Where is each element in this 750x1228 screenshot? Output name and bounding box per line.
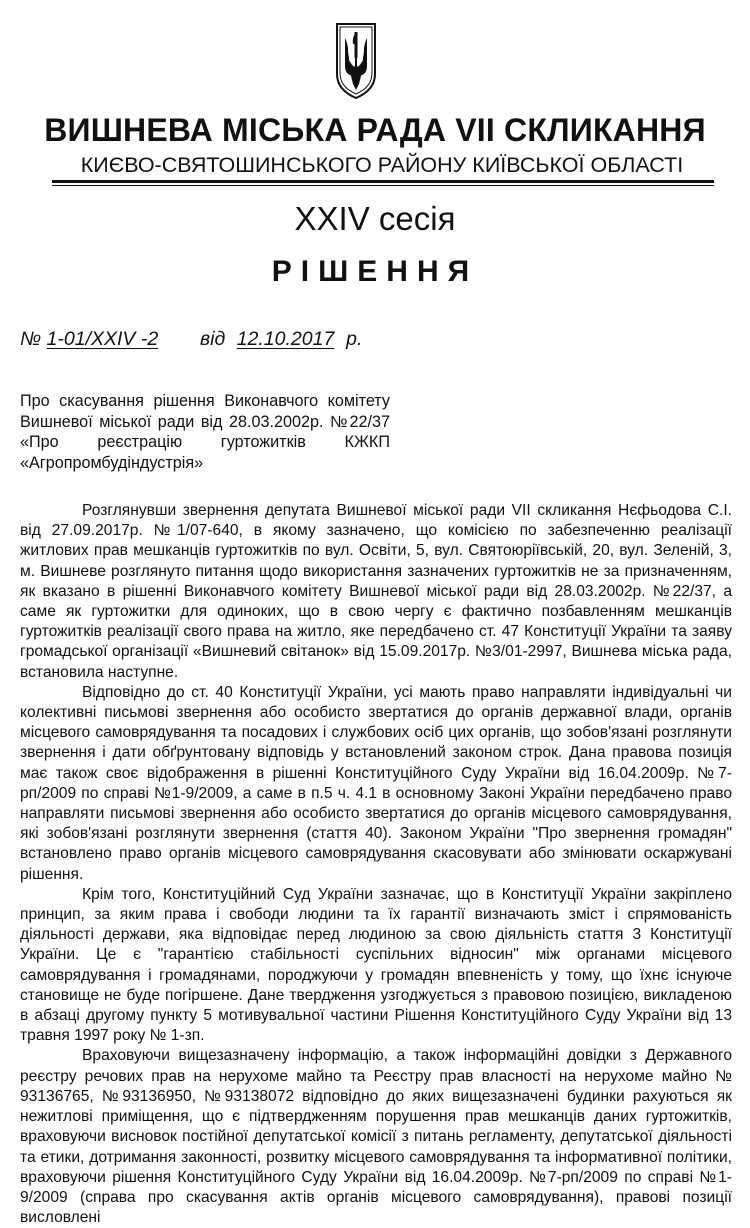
district-name: КИЄВО-СВЯТОШИНСЬКОГО РАЙОНУ КИЇВСЬКОЇ ОБЛАСТІ <box>80 153 684 177</box>
header-rule-thin <box>52 185 714 186</box>
decision-number: 1-01/XXIV -2 <box>46 328 159 350</box>
document-type-title: РІШЕННЯ <box>271 255 479 288</box>
year-suffix: р. <box>346 328 363 350</box>
decision-date: 12.10.2017 <box>236 328 335 350</box>
decision-body <box>20 501 732 1228</box>
body-paragraph: Крім того, Конституційний Суд України зазначає, що в Конституції України закріплено принцип, за яким права і свободи людини та їх гарантії визначають зміст і спрямованість діяльності держави, яка відповідає перед людиною за свою діяльність стаття 3 Конституції України. Це є "гарантією стабільності суспільних відносин" між органами місцевого самоврядування і громадянами, породжуючи у громадян впевненість у тому, що їхнє існуюче становище не буде погіршене. Дане твердження узгоджується з правовою позицією, викладеною в абзаці другому пункту 5 мотивувальної частини Рішення Конституційного Суду України від 13 травня 1997 року № 1-зп. <box>20 885 732 1045</box>
session-title: XXIV сесія <box>294 200 456 237</box>
body-paragraph: Враховуючи вищезазначену інформацію, а також інформаційні довідки з Державного реєстру речових прав на нерухоме майно та Реєстру прав власності на нерухоме майно № 93136765, №93136950, №93138072 відповідно до яких вищезазначені будинки рахуються як нежитлові приміщення, що є підтвердженням порушення прав мешканців даних гуртожитків, враховуючи висновок постійної депутатської комісії з питань регламенту, депутатської діяльності та етики, дотримання законності, розвитку місцевого самоврядування та інформативної політики, враховуючи рішення Конституційного Суду України від 16.04.2009р. №7-рп/2009 по справі №1-9/2009 (справа про скасування актів органів місцевого самоврядування), правові позиції висловлені <box>20 1047 732 1227</box>
trident-emblem-icon <box>333 18 379 100</box>
council-name: ВИШНЕВА МІСЬКА РАДА VII СКЛИКАННЯ <box>44 112 706 148</box>
body-paragraph: Розглянувши звернення депутата Вишневої міської ради VII скликання Нєфьодова С.І. від 27.09.2017р. №1/07-640, в якому зазначено, що комісією по забезпеченню реалізації житлових прав мешканців гуртожитків по вул. Освіти, 5, вул. Святоюріївській, 20, вул. Зеленій, 3, м. Вишневе розглянуто питання щодо використання зазначених гуртожитків не за призначенням, як вказано в рішенні Виконавчого комітету Вишневої міської ради від 28.03.2002р. №22/37, а саме як гуртожитки для одиноких, що в свою чергу є фактично позбавленням мешканців гуртожитків реалізації свого права на житло, яке передбачено ст. 47 Конституції України та заяву громадської організації «Вишневий світанок» від 15.09.2017р. №3/01-2997, Вишнева міська рада, встановила наступне. <box>20 502 732 681</box>
decision-subject: Про скасування рішення Виконавчого комітету Вишневої міської ради від 28.03.2002р. №22/37 «Про реєстрацію гуртожитків КЖКП «Агропромбудіндустрія» <box>20 392 390 472</box>
number-sign: № <box>20 328 42 350</box>
decision-number-line <box>20 326 362 352</box>
header-rule-thick <box>52 180 714 183</box>
body-paragraph: Відповідно до ст. 40 Конституції України, усі мають право направляти індивідуальні чи колективні письмові звернення або особисто звертатися до органів державної влади, органів місцевого самоврядування та посадових і службових осіб цих органів, що зобов'язані розглянути звернення і дати обґрунтовану відповідь у встановлений законом строк. Дана правова позиція має також своє відображення в рішенні Конституційного Суду України від 16.04.2009р. №7-рп/2009 по справі №1-9/2009, а саме в п.5 ч. 4.1 в основному Законі України передбачено право направляти письмові звернення або особисто звертатися до органів місцевого самоврядування, які зобов'язані розглянути звернення (стаття 40). Законом України "Про звернення громадян" встановлено право органів місцевого самоврядування скасовувати або змінювати оскаржувані рішення. <box>20 683 732 883</box>
date-label: від <box>199 328 226 350</box>
